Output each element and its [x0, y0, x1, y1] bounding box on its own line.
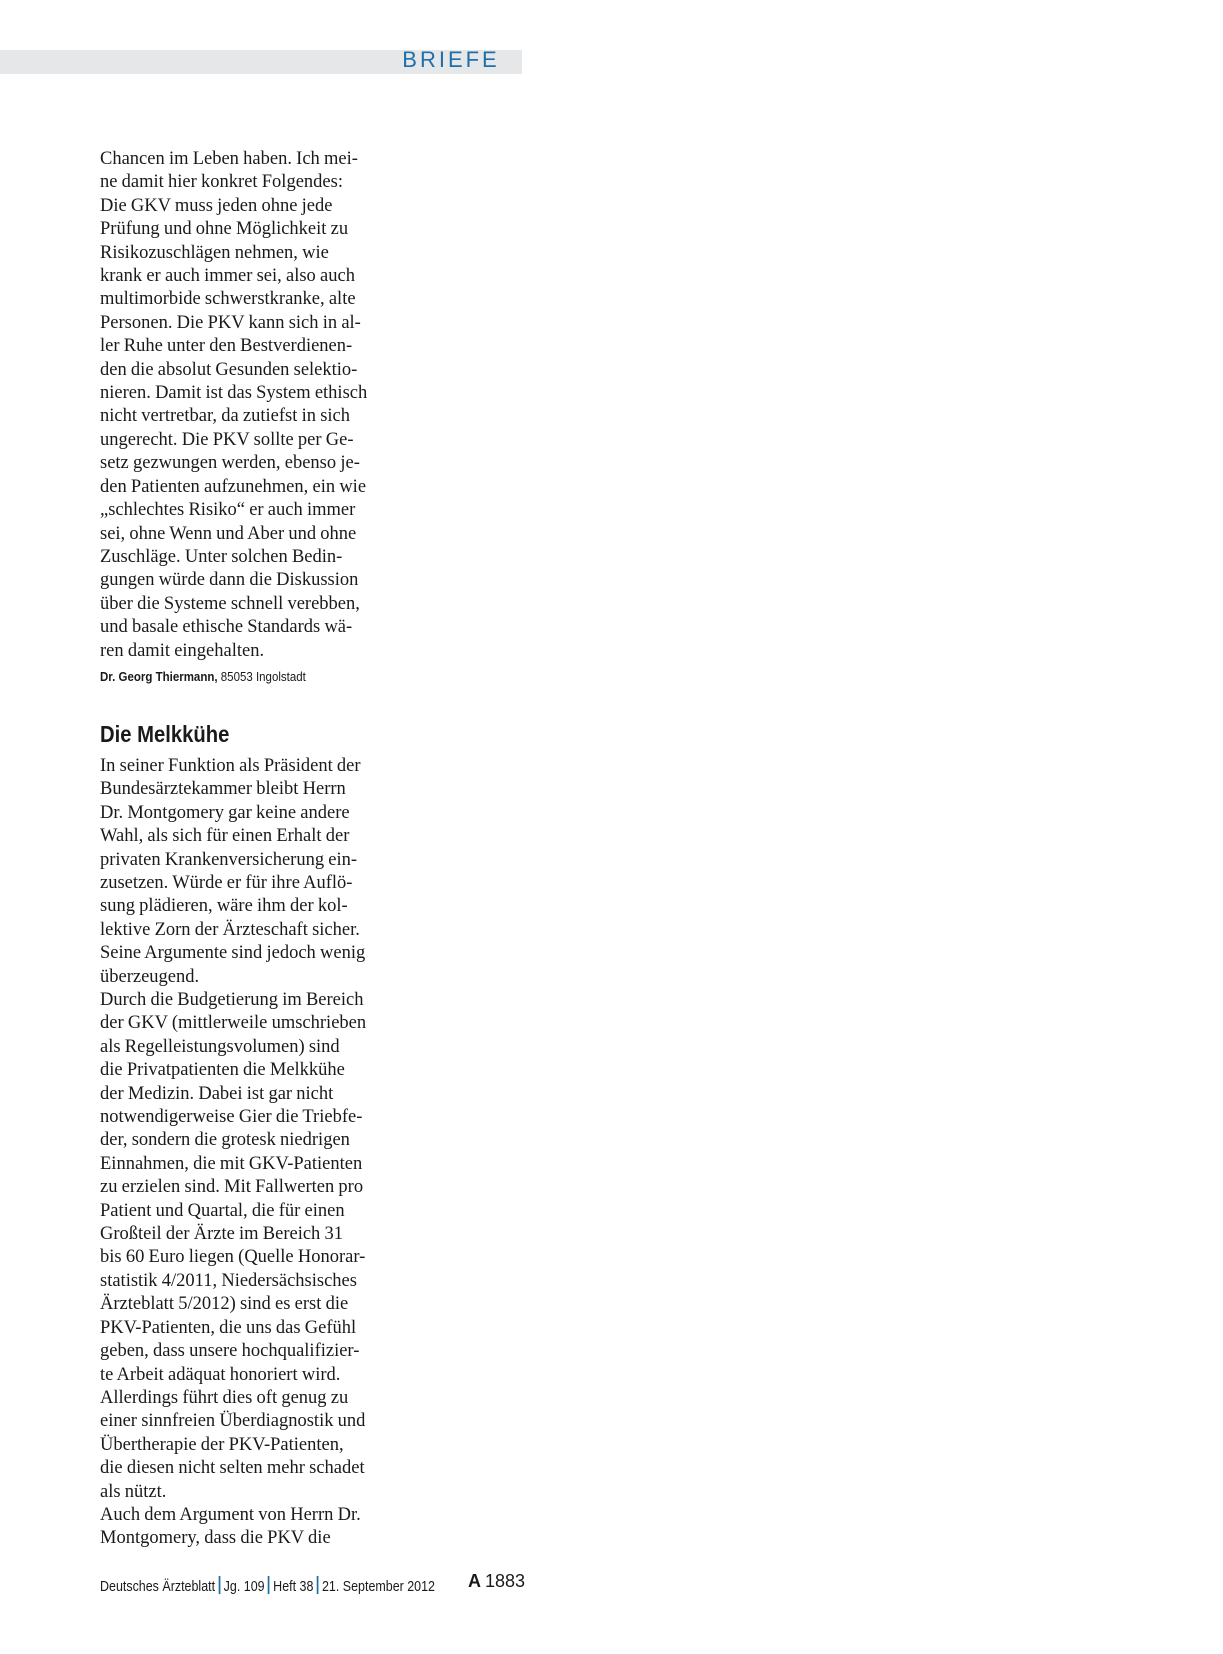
text-line: Seine Argumente sind jedoch wenig — [100, 943, 366, 964]
text-line: Die GKV muss jeden ohne jede — [100, 195, 333, 216]
text-line: Personen. Die PKV kann sich in al- — [100, 312, 361, 333]
text-line: sung plädieren, wäre ihm der kol- — [100, 896, 348, 917]
text-line: lektive Zorn der Ärzteschaft sicher. — [100, 919, 360, 940]
letter2-body — [100, 755, 384, 1551]
letter1-body — [100, 148, 384, 663]
text-line: Einnahmen, die mit GKV-Patienten — [100, 1153, 363, 1174]
signature-place: 85053 Ingolstadt — [217, 669, 306, 684]
section-label: BRIEFE — [402, 47, 500, 72]
footer-date: 21. September 2012 — [321, 1579, 435, 1595]
footer-separator — [317, 1576, 319, 1594]
text-line: gungen würde dann die Diskussion — [100, 570, 359, 591]
text-line: geben, dass unsere hochqualifizier- — [100, 1341, 360, 1362]
text-line: sei, ohne Wenn und Aber und ohne — [100, 523, 357, 544]
page-number — [468, 1571, 525, 1592]
text-line: ne damit hier konkret Folgendes: — [100, 172, 343, 193]
text-line: der Medizin. Dabei ist gar nicht — [100, 1083, 334, 1104]
text-line: ler Ruhe unter den Bestverdienen- — [100, 336, 353, 357]
text-line: nieren. Damit ist das System ethisch — [100, 383, 368, 404]
text-line: setz gezwungen werden, ebenso je- — [100, 453, 360, 474]
text-line: die diesen nicht selten mehr schadet — [100, 1458, 365, 1479]
text-line: einer sinnfreien Überdiagnostik und — [100, 1411, 366, 1432]
text-line: Großteil der Ärzte im Bereich 31 — [100, 1224, 344, 1245]
text-line: die Privatpatienten die Melkkühe — [100, 1060, 345, 1081]
page-number-value: 1883 — [485, 1571, 526, 1591]
text-line: Übertherapie der PKV-Patienten, — [100, 1434, 344, 1455]
text-line: ren damit eingehalten. — [100, 640, 265, 661]
text-line: bis 60 Euro liegen (Quelle Honorar- — [100, 1247, 366, 1268]
text-line: ungerecht. Die PKV sollte per Ge- — [100, 429, 354, 450]
footer-separator — [268, 1576, 270, 1594]
text-line: Allerdings führt dies oft genug zu — [100, 1387, 349, 1408]
text-line: Prüfung und ohne Möglichkeit zu — [100, 219, 349, 240]
text-line: der GKV (mittlerweile umschrieben — [100, 1013, 367, 1034]
text-line: Wahl, als sich für einen Erhalt der — [100, 826, 350, 847]
text-line: überzeugend. — [100, 966, 200, 987]
text-line: als Regelleistungsvolumen) sind — [100, 1036, 340, 1057]
page-footer — [100, 1576, 530, 1595]
footer-issue: Heft 38 — [273, 1579, 314, 1595]
text-line: „schlechtes Risiko“ er auch immer — [100, 500, 356, 521]
letter1-signature — [100, 669, 361, 685]
signature-name: Dr. Georg Thiermann, — [100, 669, 218, 684]
text-line: Patient und Quartal, die für einen — [100, 1200, 345, 1221]
text-line: den Patienten aufzunehmen, ein wie — [100, 476, 367, 497]
text-line: krank er auch immer sei, also auch — [100, 266, 355, 287]
text-line: multimorbide schwerstkranke, alte — [100, 289, 356, 310]
footer-journal: Deutsches Ärzteblatt — [100, 1579, 216, 1595]
text-line: notwendigerweise Gier die Triebfe- — [100, 1107, 363, 1128]
letter2-title: Die Melkkühe — [100, 720, 230, 747]
text-line: PKV-Patienten, die uns das Gefühl — [100, 1317, 357, 1338]
text-line: der, sondern die grotesk niedrigen — [100, 1130, 350, 1151]
text-line: den die absolut Gesunden selektio- — [100, 359, 358, 380]
text-line: statistik 4/2011, Niedersächsisches — [100, 1270, 357, 1291]
text-column — [100, 148, 384, 1551]
text-line: te Arbeit adäquat honoriert wird. — [100, 1364, 341, 1385]
text-line: Bundesärztekammer bleibt Herrn — [100, 779, 346, 800]
text-line: Auch dem Argument von Herrn Dr. — [100, 1504, 361, 1525]
text-line: nicht vertretbar, da zutiefst in sich — [100, 406, 350, 427]
text-line: Zuschläge. Unter solchen Bedin- — [100, 546, 343, 567]
text-line: über die Systeme schnell verebben, — [100, 593, 360, 614]
text-line: und basale ethische Standards wä- — [100, 617, 353, 638]
text-line: Ärzteblatt 5/2012) sind es erst die — [100, 1294, 349, 1315]
text-line: zusetzen. Würde er für ihre Auflö- — [100, 872, 353, 893]
text-line: Risikozuschlägen nehmen, wie — [100, 242, 329, 263]
footer-separator — [219, 1576, 221, 1594]
text-line: als nützt. — [100, 1481, 167, 1502]
footer-volume: Jg. 109 — [223, 1579, 265, 1595]
text-line: In seiner Funktion als Präsident der — [100, 755, 361, 776]
text-line: zu erzielen sind. Mit Fallwerten pro — [100, 1177, 364, 1198]
text-line: privaten Krankenversicherung ein- — [100, 849, 358, 870]
page-letter: A — [468, 1571, 481, 1591]
text-line: Dr. Montgomery gar keine andere — [100, 802, 350, 823]
text-line: Chancen im Leben haben. Ich mei- — [100, 149, 358, 169]
text-line: Montgomery, dass die PKV die — [100, 1528, 331, 1549]
text-line: Durch die Budgetierung im Bereich — [100, 990, 364, 1010]
